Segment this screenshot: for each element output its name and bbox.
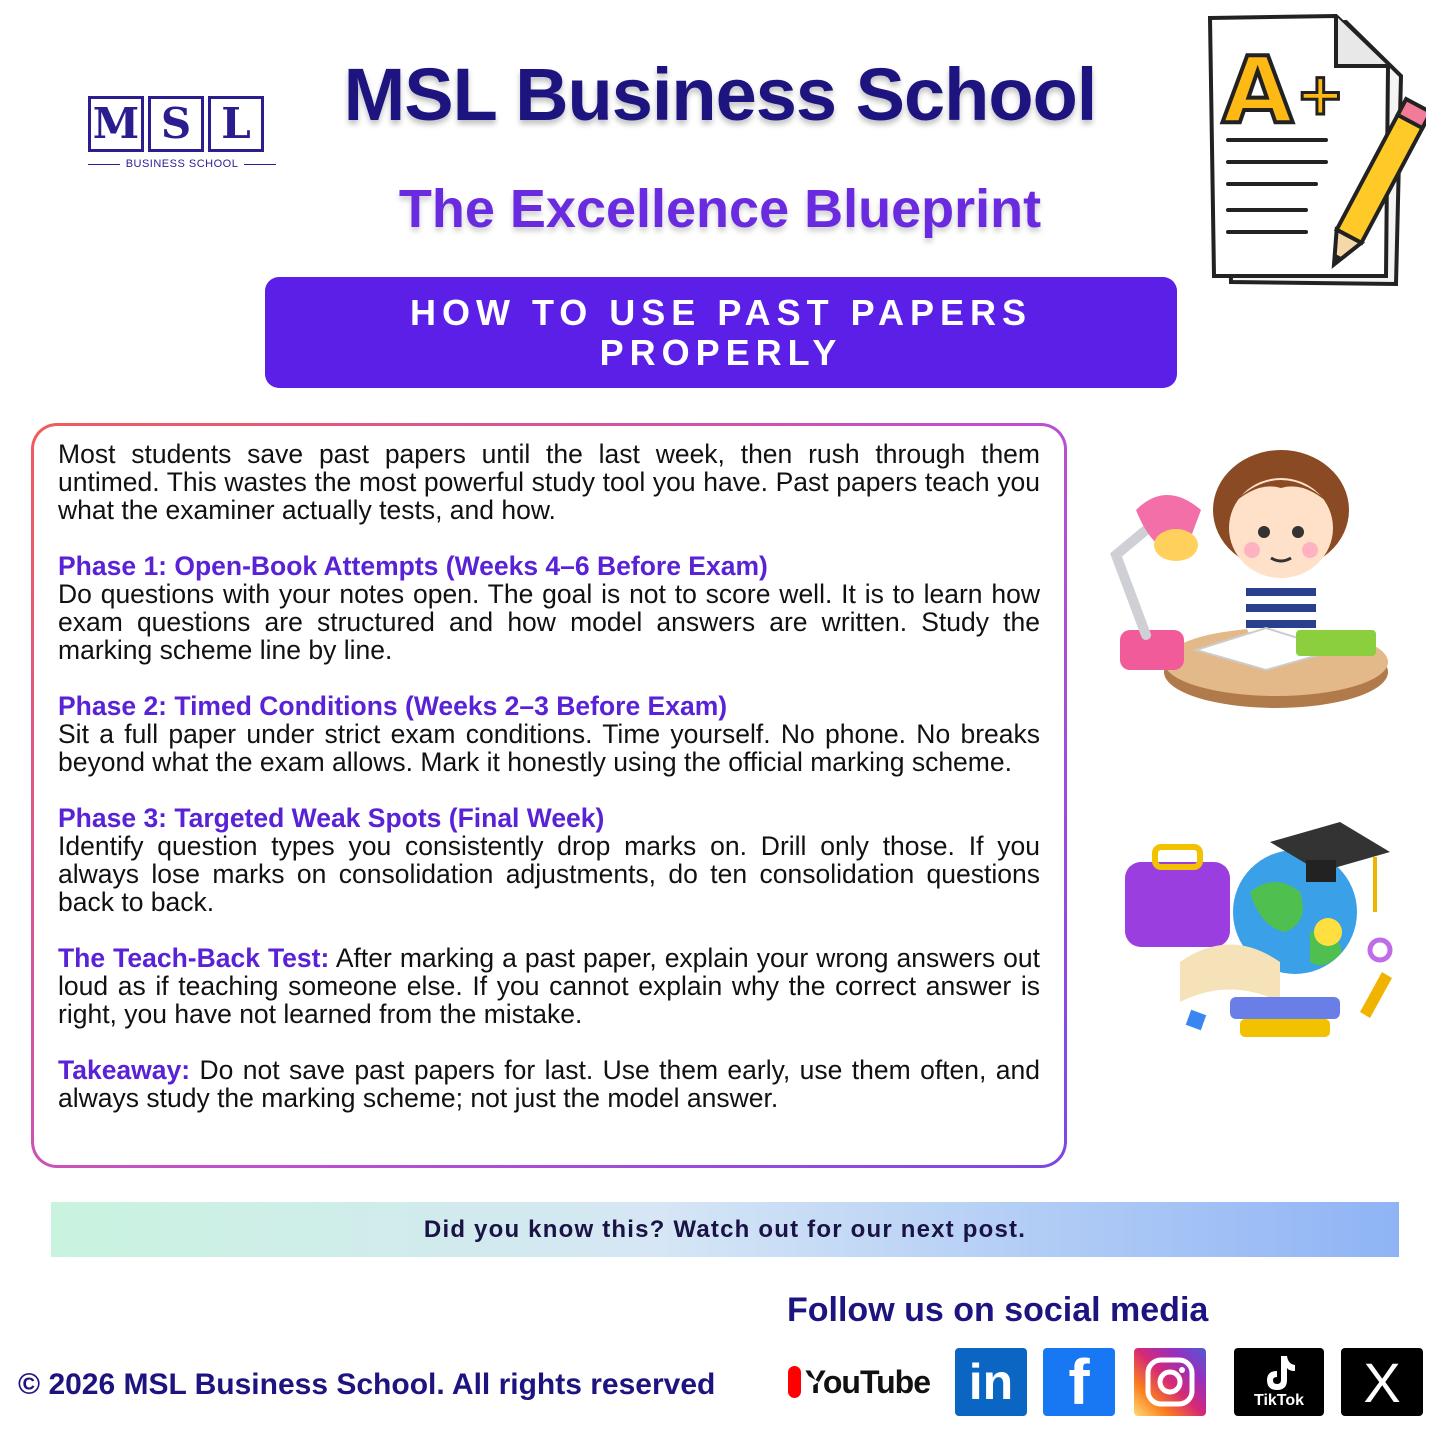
teach-back-block xyxy=(58,944,1040,1028)
msl-logo xyxy=(88,96,276,176)
did-you-know-text: Did you know this? Watch out for our next post. xyxy=(423,1215,1027,1243)
svg-text:A: A xyxy=(1222,37,1294,144)
x-icon: X xyxy=(1363,1350,1401,1414)
content-card xyxy=(31,423,1067,1168)
phase-3-heading: Phase 3: Targeted Weak Spots (Final Week) xyxy=(58,803,605,833)
phase-1-block xyxy=(58,552,1040,664)
phase-2-heading: Phase 2: Timed Conditions (Weeks 2–3 Before Exam) xyxy=(58,691,728,721)
a-plus-paper-icon xyxy=(1196,14,1426,294)
teach-back-label: The Teach-Back Test: xyxy=(58,943,330,973)
youtube-label: YouTube xyxy=(804,1363,930,1400)
page-subtitle: The Excellence Blueprint xyxy=(398,179,1042,239)
did-you-know-strip xyxy=(51,1202,1399,1257)
linkedin-link[interactable] xyxy=(955,1348,1027,1416)
logo-subtext: BUSINESS SCHOOL xyxy=(125,158,239,170)
phase-1-heading: Phase 1: Open-Book Attempts (Weeks 4–6 Before Exam) xyxy=(58,551,768,581)
tiktok-label: TikTok xyxy=(1253,1392,1305,1409)
linkedin-icon: in xyxy=(968,1354,1014,1410)
facebook-icon: f xyxy=(1068,1346,1090,1418)
teach-back-body: After marking a past paper, explain your wrong answers out loud as if teaching someone else. If you cannot explain why the correct answer is right, you have not learned from the mistake. xyxy=(58,943,1041,1029)
logo-letter-l: L xyxy=(208,96,264,152)
topic-banner xyxy=(265,277,1177,388)
instagram-link[interactable] xyxy=(1134,1348,1206,1416)
logo-letter-m: M xyxy=(88,96,144,152)
phase-3-block xyxy=(58,804,1040,916)
phase-2-block xyxy=(58,692,1040,776)
youtube-link[interactable] xyxy=(788,1348,930,1416)
phase-1-body: Do questions with your notes open. The goal is not to score well. It is to learn how exam questions are structured and how model answers are written. Study the marking scheme line by line. xyxy=(58,579,1040,665)
education-globe-illustration xyxy=(1110,812,1410,1062)
instagram-icon xyxy=(1144,1356,1196,1408)
x-link[interactable] xyxy=(1341,1348,1423,1416)
page-title: MSL Business School xyxy=(343,53,1097,136)
phase-2-body: Sit a full paper under strict exam conditions. Time yourself. No phone. No breaks beyond what the exam allows. Mark it honestly using the official marking scheme. xyxy=(58,719,1040,777)
student-studying-illustration xyxy=(1106,440,1396,720)
facebook-link[interactable] xyxy=(1043,1348,1115,1416)
intro-paragraph: Most students save past papers until the last week, then rush through them untimed. This wastes the most powerful study tool you have. Past papers teach you what the examiner actually tests, and how. xyxy=(58,439,1040,525)
copyright-text: © 2026 MSL Business School. All rights reserved xyxy=(18,1368,716,1401)
tiktok-icon xyxy=(1261,1354,1297,1392)
svg-text:+: + xyxy=(1296,60,1345,128)
logo-letter-s: S xyxy=(148,96,204,152)
takeaway-body: Do not save past papers for last. Use them early, use them often, and always study the marking scheme; not just the model answer. xyxy=(58,1055,1040,1113)
logo-subtext-row xyxy=(88,158,276,170)
tiktok-link[interactable] xyxy=(1234,1348,1324,1416)
takeaway-label: Takeaway: xyxy=(58,1055,191,1085)
follow-heading: Follow us on social media xyxy=(787,1291,1209,1329)
topic-banner-text: HOW TO USE PAST PAPERS PROPERLY xyxy=(409,291,1033,373)
takeaway-block xyxy=(58,1056,1040,1112)
phase-3-body: Identify question types you consistently drop marks on. Drill only those. If you always lose marks on consolidation adjustments, do ten consolidation questions back to back. xyxy=(58,831,1040,917)
youtube-icon xyxy=(788,1366,801,1398)
